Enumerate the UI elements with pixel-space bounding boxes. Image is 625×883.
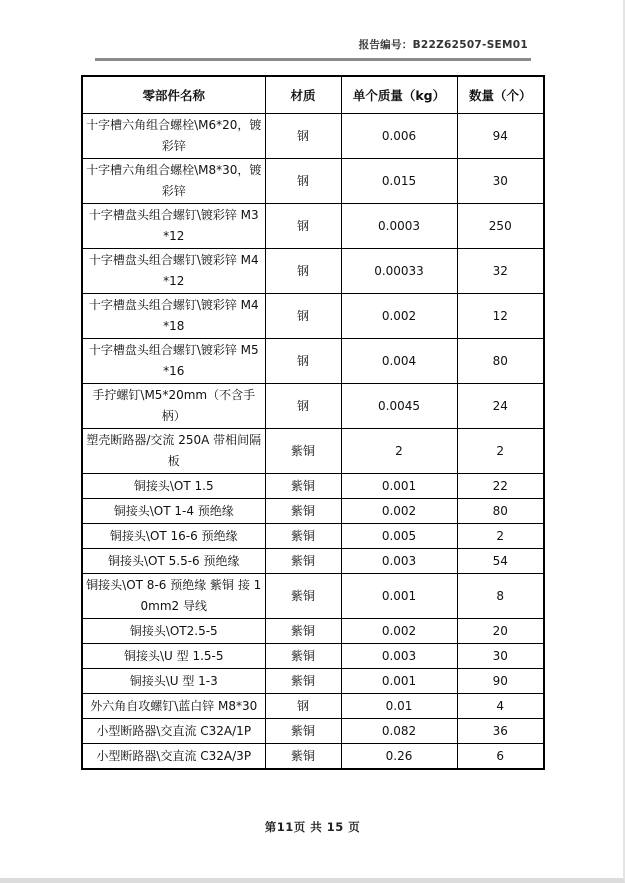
material-cell: 紫铜 xyxy=(265,619,341,644)
part-name-cell: 铜接头\OT 1.5 xyxy=(82,474,265,499)
part-name-cell: 铜接头\U 型 1.5-5 xyxy=(82,644,265,669)
quantity-cell: 8 xyxy=(457,574,544,619)
part-name-cell: 十字槽盘头组合螺钉\镀彩锌 M5*16 xyxy=(82,339,265,384)
table-row xyxy=(82,429,544,474)
material-cell: 钢 xyxy=(265,694,341,719)
material-cell: 紫铜 xyxy=(265,719,341,744)
table-row xyxy=(82,249,544,294)
material-cell: 钢 xyxy=(265,249,341,294)
quantity-cell: 94 xyxy=(457,114,544,159)
part-name-cell: 小型断路器\交直流 C32A/1P xyxy=(82,719,265,744)
part-name-cell: 外六角自攻螺钉\蓝白锌 M8*30 xyxy=(82,694,265,719)
table-row xyxy=(82,619,544,644)
quantity-cell: 90 xyxy=(457,669,544,694)
material-cell: 紫铜 xyxy=(265,744,341,770)
unit-mass-cell: 0.004 xyxy=(341,339,457,384)
table-row xyxy=(82,159,544,204)
quantity-cell: 80 xyxy=(457,339,544,384)
material-cell: 钢 xyxy=(265,204,341,249)
table-row xyxy=(82,499,544,524)
quantity-cell: 54 xyxy=(457,549,544,574)
table-row xyxy=(82,294,544,339)
table-row xyxy=(82,474,544,499)
part-name-cell: 十字槽六角组合螺栓\M8*30，镀彩锌 xyxy=(82,159,265,204)
unit-mass-cell: 0.006 xyxy=(341,114,457,159)
unit-mass-cell: 0.00033 xyxy=(341,249,457,294)
part-name-cell: 手拧螺钉\M5*20mm（不含手柄） xyxy=(82,384,265,429)
table-row xyxy=(82,694,544,719)
quantity-cell: 22 xyxy=(457,474,544,499)
part-name-cell: 铜接头\OT 16-6 预绝缘 xyxy=(82,524,265,549)
quantity-cell: 80 xyxy=(457,499,544,524)
table-row xyxy=(82,524,544,549)
table-row xyxy=(82,644,544,669)
table-row xyxy=(82,669,544,694)
quantity-cell: 2 xyxy=(457,429,544,474)
unit-mass-cell: 0.003 xyxy=(341,549,457,574)
table-row xyxy=(82,549,544,574)
table-row xyxy=(82,114,544,159)
part-name-cell: 十字槽六角组合螺栓\M6*20，镀彩锌 xyxy=(82,114,265,159)
unit-mass-cell: 0.26 xyxy=(341,744,457,770)
part-name-cell: 十字槽盘头组合螺钉\镀彩锌 M3*12 xyxy=(82,204,265,249)
report-number: 报告编号：B22Z62507-SEM01 xyxy=(358,39,528,51)
parts-table-body xyxy=(82,114,544,770)
col-header-unit-mass: 单个质量（kg） xyxy=(341,76,457,114)
part-name-cell: 铜接头\OT2.5-5 xyxy=(82,619,265,644)
unit-mass-cell: 0.001 xyxy=(341,669,457,694)
material-cell: 钢 xyxy=(265,159,341,204)
material-cell: 紫铜 xyxy=(265,669,341,694)
part-name-cell: 塑壳断路器/交流 250A 带相间隔板 xyxy=(82,429,265,474)
table-header-row xyxy=(82,76,544,114)
unit-mass-cell: 0.001 xyxy=(341,474,457,499)
unit-mass-cell: 0.002 xyxy=(341,499,457,524)
quantity-cell: 6 xyxy=(457,744,544,770)
unit-mass-cell: 0.005 xyxy=(341,524,457,549)
table-row xyxy=(82,719,544,744)
header-rule xyxy=(95,58,531,61)
material-cell: 紫铜 xyxy=(265,474,341,499)
quantity-cell: 20 xyxy=(457,619,544,644)
material-cell: 钢 xyxy=(265,114,341,159)
quantity-cell: 250 xyxy=(457,204,544,249)
part-name-cell: 铜接头\OT 5.5-6 预绝缘 xyxy=(82,549,265,574)
unit-mass-cell: 2 xyxy=(341,429,457,474)
material-cell: 紫铜 xyxy=(265,574,341,619)
material-cell: 紫铜 xyxy=(265,499,341,524)
quantity-cell: 30 xyxy=(457,159,544,204)
unit-mass-cell: 0.003 xyxy=(341,644,457,669)
unit-mass-cell: 0.015 xyxy=(341,159,457,204)
col-header-part-name: 零部件名称 xyxy=(82,76,265,114)
table-row xyxy=(82,204,544,249)
table-row xyxy=(82,574,544,619)
unit-mass-cell: 0.001 xyxy=(341,574,457,619)
material-cell: 紫铜 xyxy=(265,644,341,669)
table-row xyxy=(82,744,544,770)
quantity-cell: 4 xyxy=(457,694,544,719)
part-name-cell: 小型断路器\交直流 C32A/3P xyxy=(82,744,265,770)
col-header-material: 材质 xyxy=(265,76,341,114)
material-cell: 紫铜 xyxy=(265,524,341,549)
part-name-cell: 十字槽盘头组合螺钉\镀彩锌 M4*18 xyxy=(82,294,265,339)
material-cell: 钢 xyxy=(265,384,341,429)
table-row xyxy=(82,384,544,429)
quantity-cell: 12 xyxy=(457,294,544,339)
material-cell: 钢 xyxy=(265,339,341,384)
unit-mass-cell: 0.0045 xyxy=(341,384,457,429)
col-header-quantity: 数量（个） xyxy=(457,76,544,114)
unit-mass-cell: 0.01 xyxy=(341,694,457,719)
table-row xyxy=(82,339,544,384)
material-cell: 钢 xyxy=(265,294,341,339)
unit-mass-cell: 0.002 xyxy=(341,294,457,339)
part-name-cell: 十字槽盘头组合螺钉\镀彩锌 M4*12 xyxy=(82,249,265,294)
parts-table xyxy=(81,75,545,770)
part-name-cell: 铜接头\U 型 1-3 xyxy=(82,669,265,694)
quantity-cell: 24 xyxy=(457,384,544,429)
page-number-footer: 第11页 共 15 页 xyxy=(264,820,361,834)
material-cell: 紫铜 xyxy=(265,549,341,574)
quantity-cell: 32 xyxy=(457,249,544,294)
quantity-cell: 36 xyxy=(457,719,544,744)
material-cell: 紫铜 xyxy=(265,429,341,474)
part-name-cell: 铜接头\OT 8-6 预绝缘 紫铜 接 10mm2 导线 xyxy=(82,574,265,619)
unit-mass-cell: 0.0003 xyxy=(341,204,457,249)
quantity-cell: 30 xyxy=(457,644,544,669)
quantity-cell: 2 xyxy=(457,524,544,549)
part-name-cell: 铜接头\OT 1-4 预绝缘 xyxy=(82,499,265,524)
unit-mass-cell: 0.082 xyxy=(341,719,457,744)
unit-mass-cell: 0.002 xyxy=(341,619,457,644)
